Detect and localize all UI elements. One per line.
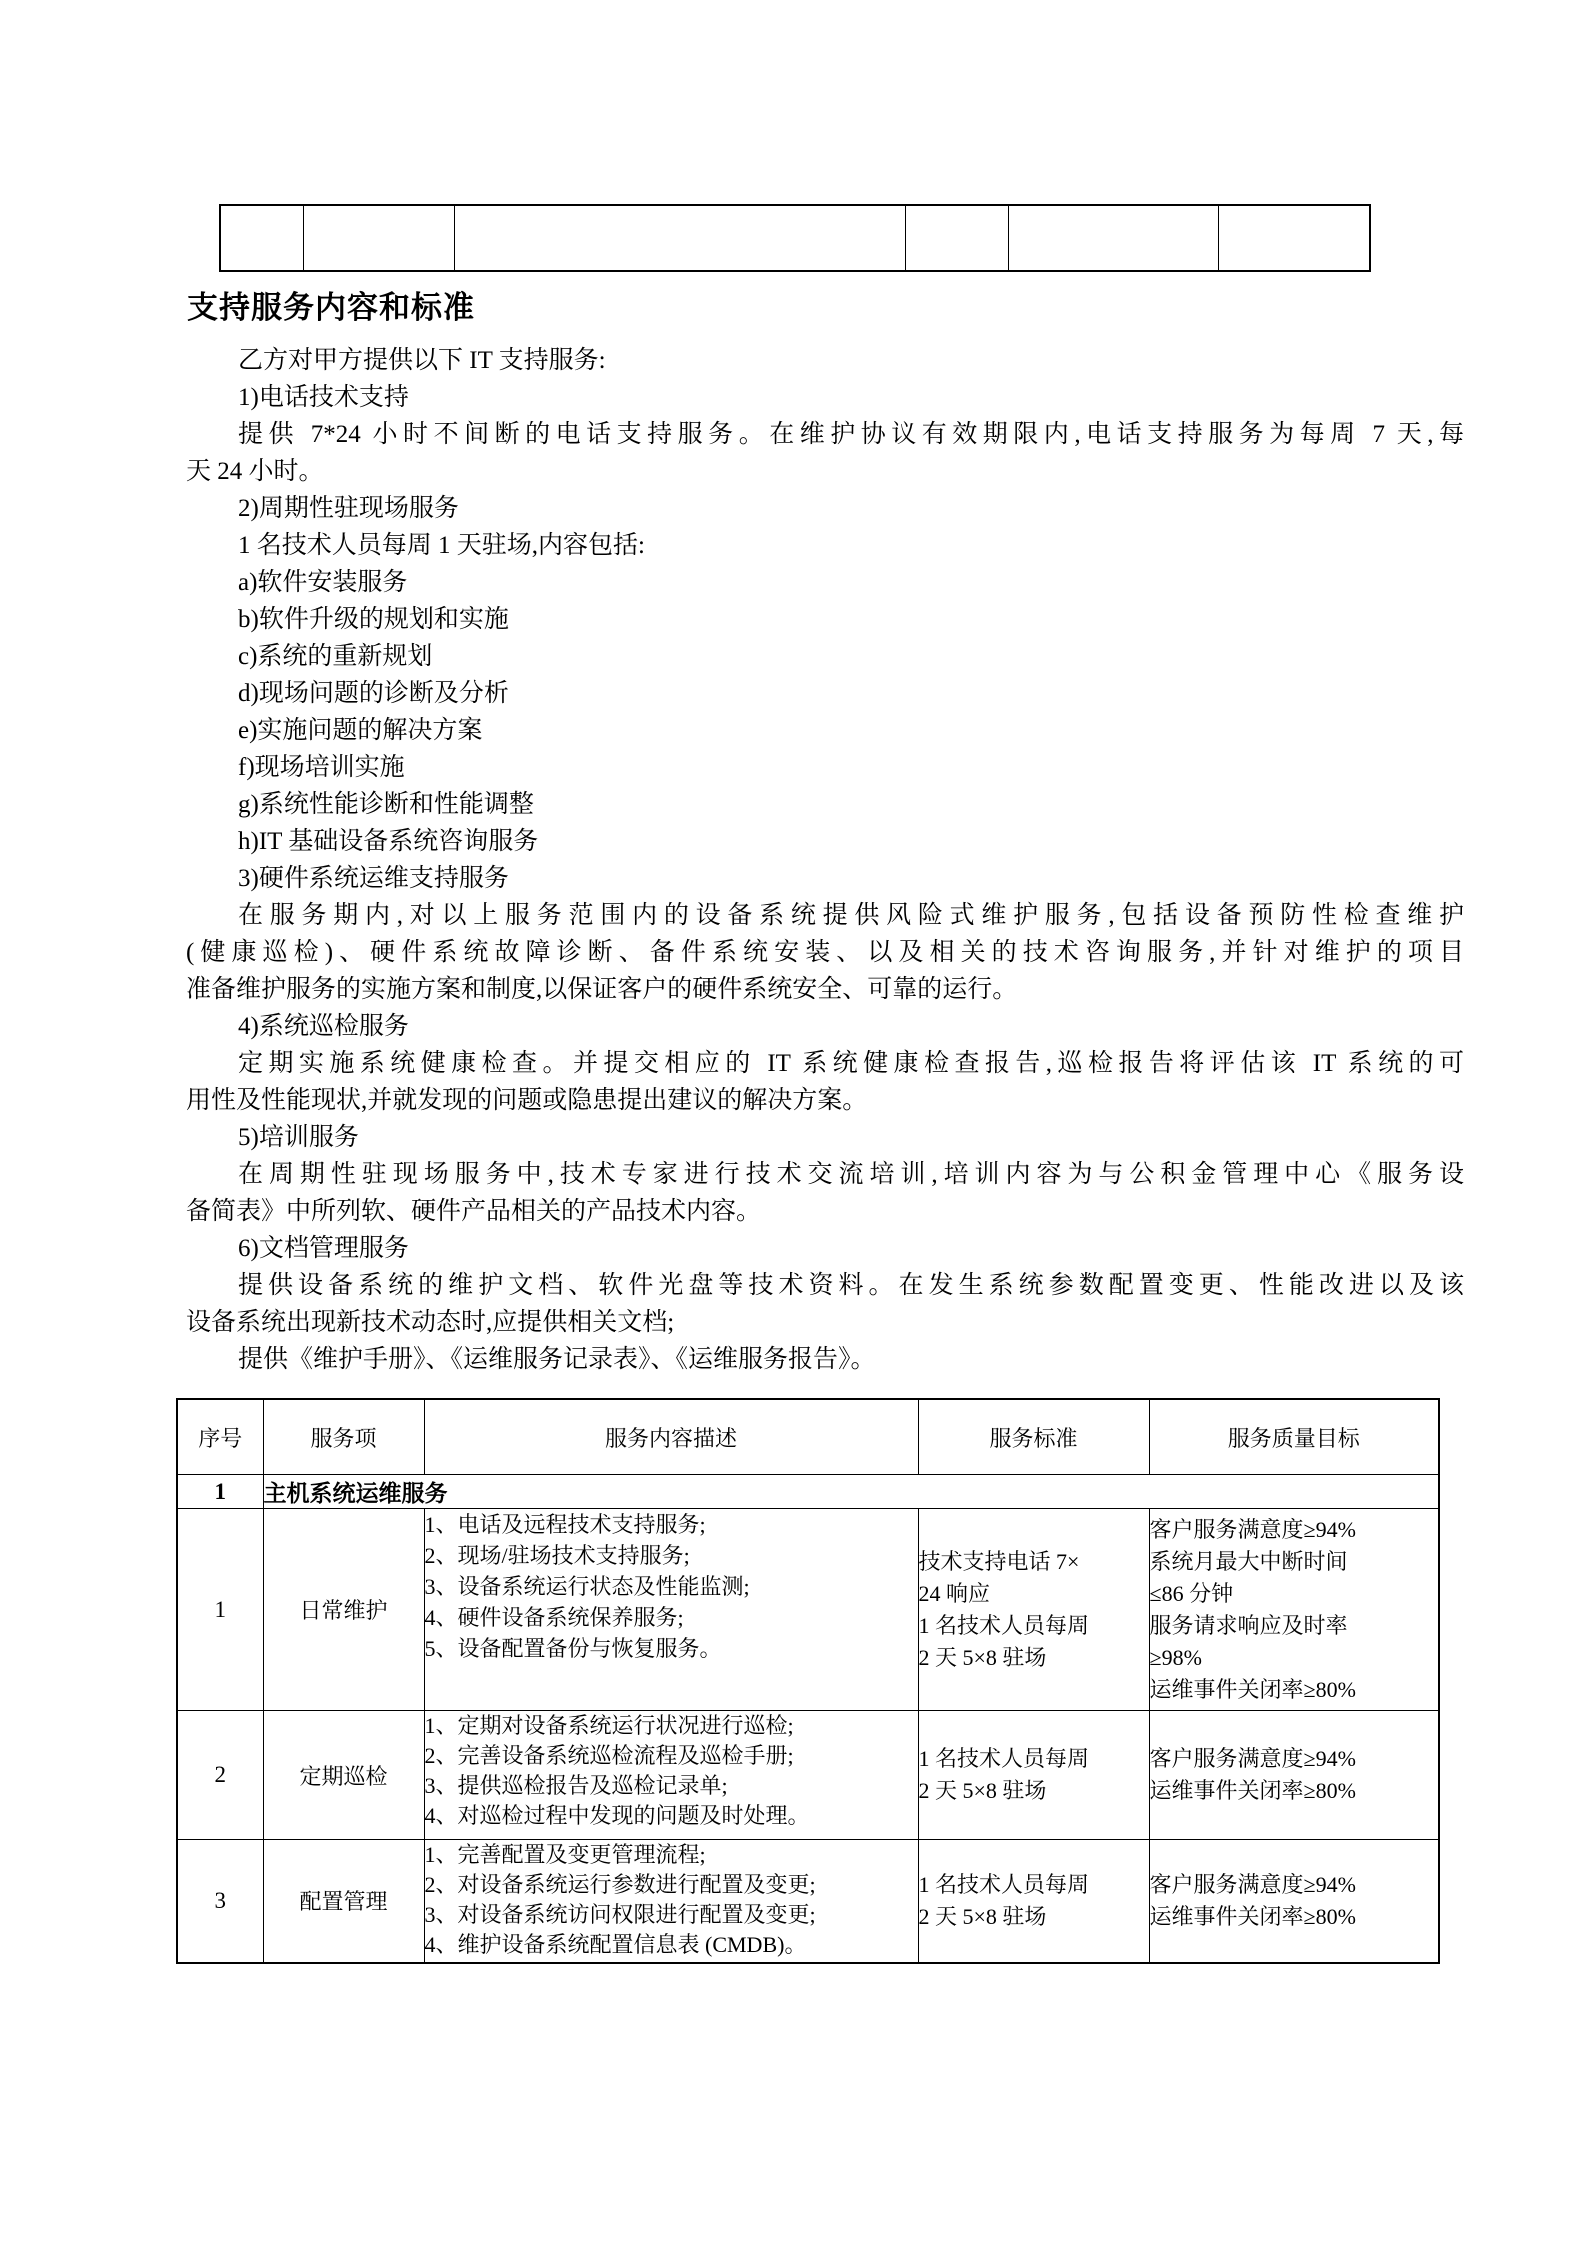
standard-line: 1 名技术人员每周 (918, 1746, 1090, 1771)
body-line: e)实施问题的解决方案 (238, 717, 483, 744)
body-line: 5)培训服务 (238, 1124, 359, 1151)
section-heading: 支持服务内容和标准 (187, 290, 475, 325)
body-text (186, 342, 1464, 1378)
service-row-daily-maintenance (177, 1509, 1439, 1711)
content-line: 4、维护设备系统配置信息表 (CMDB)。 (424, 1932, 807, 1957)
service-goal (1149, 1840, 1439, 1963)
body-line: 在服务期内,对以上服务范围内的设备系统提供风险式维护服务,包括设备预防性检查维护 (238, 902, 1464, 929)
standard-line: 2 天 5×8 驻场 (918, 1903, 1047, 1929)
content-line: 3、提供巡检报告及巡检记录单; (424, 1773, 728, 1798)
standard-line: 2 天 5×8 驻场 (918, 1778, 1047, 1803)
header-cell-item: 服务项 (263, 1399, 424, 1475)
header-cell-standard: 服务标准 (918, 1399, 1149, 1475)
header-cell-goal: 服务质量目标 (1149, 1399, 1439, 1475)
body-line: 4)系统巡检服务 (238, 1013, 409, 1040)
content-line: 1、定期对设备系统运行状况进行巡检; (424, 1713, 794, 1738)
body-line: 在周期性驻现场服务中,技术专家进行技术交流培训,培训内容为与公积金管理中心《服务设 (238, 1161, 1464, 1188)
standard-line: 技术支持电话 7× (918, 1548, 1080, 1574)
body-line: 设备系统出现新技术动态时,应提供相关文档; (186, 1309, 675, 1336)
service-item: 日常维护 (263, 1509, 424, 1711)
body-line: 定期实施系统健康检查。并提交相应的 IT 系统健康检查报告,巡检报告将评估该 IT 系统的可 (238, 1050, 1464, 1077)
body-line: 3)硬件系统运维支持服务 (238, 865, 509, 892)
empty-cell (220, 205, 303, 271)
row-number: 2 (177, 1711, 263, 1840)
body-line: c)系统的重新规划 (238, 643, 433, 670)
body-line: f)现场培训实施 (238, 754, 405, 781)
body-line: a)软件安装服务 (238, 569, 408, 596)
goal-line: 客户服务满意度≥94% (1149, 1871, 1356, 1897)
service-row-config-management (177, 1840, 1439, 1963)
body-line: 准备维护服务的实施方案和制度,以保证客户的硬件系统安全、可靠的运行。 (186, 976, 1018, 1003)
empty-cell (1218, 205, 1370, 271)
service-content (424, 1509, 918, 1711)
content-line: 1、完善配置及变更管理流程; (424, 1842, 706, 1867)
body-line: 乙方对甲方提供以下 IT 支持服务: (238, 347, 606, 374)
body-line: 6)文档管理服务 (238, 1235, 409, 1262)
service-group-row (177, 1475, 1439, 1509)
goal-line: 运维事件关闭率≥80% (1149, 1778, 1356, 1803)
goal-line: 客户服务满意度≥94% (1149, 1746, 1356, 1771)
body-line: g)系统性能诊断和性能调整 (238, 791, 534, 818)
goal-line: ≥98% (1149, 1644, 1202, 1670)
service-row-periodic-inspection (177, 1711, 1439, 1840)
goal-line: 客户服务满意度≥94% (1149, 1516, 1356, 1542)
service-goal (1149, 1711, 1439, 1840)
row-number: 1 (177, 1509, 263, 1711)
service-standard (918, 1840, 1149, 1963)
content-line: 5、设备配置备份与恢复服务。 (424, 1636, 722, 1661)
header-cell-index: 序号 (177, 1399, 263, 1475)
service-standard (918, 1711, 1149, 1840)
body-line: h)IT 基础设备系统咨询服务 (238, 828, 539, 855)
content-line: 1、电话及远程技术支持服务; (424, 1512, 706, 1537)
empty-cell (303, 205, 454, 271)
goal-line: ≤86 分钟 (1149, 1580, 1234, 1606)
standard-line: 24 响应 (918, 1580, 991, 1606)
group-title: 主机系统运维服务 (263, 1475, 1439, 1509)
content-line: 4、对巡检过程中发现的问题及时处理。 (424, 1803, 810, 1828)
body-line: b)软件升级的规划和实施 (238, 606, 509, 633)
standard-line: 1 名技术人员每周 (918, 1871, 1090, 1897)
content-line: 2、对设备系统运行参数进行配置及变更; (424, 1872, 816, 1897)
service-table-header-row (177, 1399, 1439, 1475)
content-line: 4、硬件设备系统保养服务; (424, 1605, 684, 1630)
body-line: 提供 7*24 小时不间断的电话支持服务。在维护协议有效期限内,电话支持服务为每周 7 天,每 (238, 421, 1464, 448)
content-line: 2、现场/驻场技术支持服务; (424, 1543, 690, 1568)
goal-line: 运维事件关闭率≥80% (1149, 1903, 1356, 1929)
body-line: 2)周期性驻现场服务 (238, 495, 459, 522)
empty-cell (454, 205, 905, 271)
goal-line: 系统月最大中断时间 (1149, 1548, 1348, 1574)
goal-line: 运维事件关闭率≥80% (1149, 1676, 1356, 1702)
service-goal (1149, 1509, 1439, 1711)
service-standard (918, 1509, 1149, 1711)
service-item: 定期巡检 (263, 1711, 424, 1840)
body-line: 备简表》中所列软、硬件产品相关的产品技术内容。 (186, 1198, 762, 1225)
body-line: 提供《维护手册》、《运维服务记录表》、《运维服务报告》。 (238, 1346, 876, 1373)
empty-cell (1008, 205, 1218, 271)
service-content (424, 1711, 918, 1840)
body-line: 用性及性能现状,并就发现的问题或隐患提出建议的解决方案。 (186, 1087, 868, 1114)
content-line: 2、完善设备系统巡检流程及巡检手册; (424, 1743, 794, 1768)
body-line: 天 24 小时。 (186, 458, 324, 485)
service-content (424, 1840, 918, 1963)
body-line: 提供设备系统的维护文档、软件光盘等技术资料。在发生系统参数配置变更、性能改进以及该 (238, 1272, 1464, 1299)
service-table (176, 1398, 1440, 1964)
previous-table-fragment (219, 204, 1371, 272)
body-line: (健康巡检)、硬件系统故障诊断、备件系统安装、以及相关的技术咨询服务,并针对维护的项目 (186, 939, 1464, 966)
table-row (220, 205, 1370, 271)
row-number: 3 (177, 1840, 263, 1963)
standard-line: 1 名技术人员每周 (918, 1612, 1090, 1638)
body-line: d)现场问题的诊断及分析 (238, 680, 509, 707)
body-line: 1 名技术人员每周 1 天驻场,内容包括: (238, 532, 645, 559)
group-number: 1 (177, 1475, 263, 1509)
header-cell-content: 服务内容描述 (424, 1399, 918, 1475)
goal-line: 服务请求响应及时率 (1149, 1612, 1348, 1638)
content-line: 3、设备系统运行状态及性能监测; (424, 1574, 750, 1599)
content-line: 3、对设备系统访问权限进行配置及变更; (424, 1902, 816, 1927)
standard-line: 2 天 5×8 驻场 (918, 1644, 1047, 1670)
body-line: 1)电话技术支持 (238, 384, 409, 411)
empty-cell (905, 205, 1008, 271)
service-item: 配置管理 (263, 1840, 424, 1963)
